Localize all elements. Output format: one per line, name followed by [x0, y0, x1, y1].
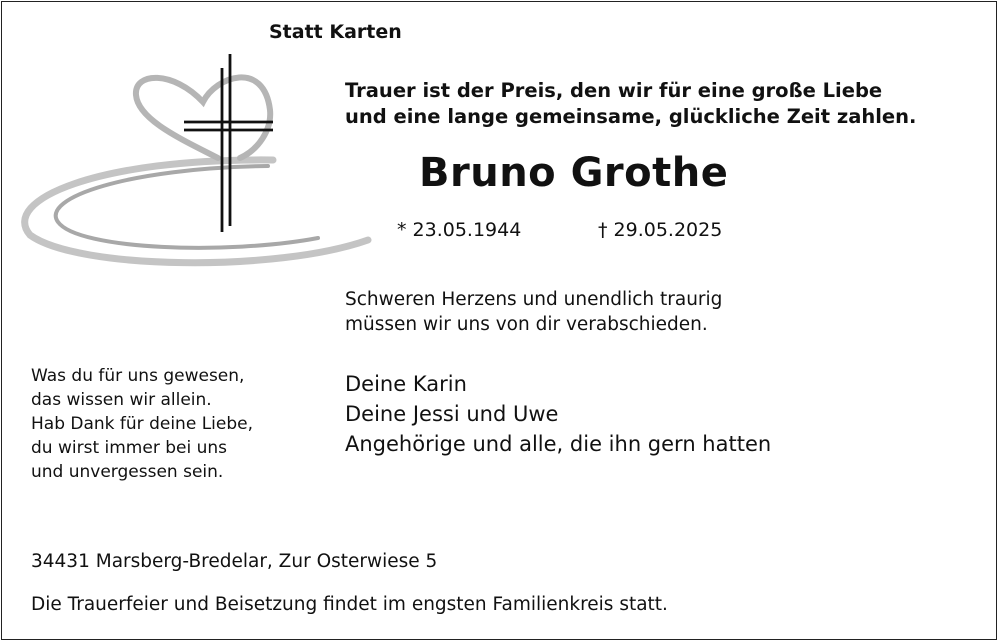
- poem-line: das wissen wir allein.: [31, 390, 212, 410]
- deceased-name: Bruno Grothe: [419, 150, 729, 196]
- address: 34431 Marsberg-Bredelar, Zur Osterwiese 5: [31, 551, 438, 572]
- heart-outline: [136, 77, 270, 158]
- funeral-note: Die Trauerfeier und Beisetzung findet im engsten Familienkreis statt.: [31, 594, 668, 615]
- poem-line: Was du für uns gewesen,: [31, 366, 245, 386]
- signer-line: Deine Jessi und Uwe: [345, 402, 559, 426]
- signers: [345, 369, 771, 459]
- header-statt-karten: Statt Karten: [269, 21, 402, 43]
- motto: [345, 78, 916, 130]
- poem-line: und unvergessen sein.: [31, 462, 224, 482]
- death-date: † 29.05.2025: [598, 219, 723, 241]
- sorrow-line: Schweren Herzens und unendlich traurig: [345, 289, 723, 310]
- poem: [31, 364, 253, 484]
- sorrow-text: [345, 287, 722, 337]
- poem-line: du wirst immer bei uns: [31, 438, 227, 458]
- motto-line: und eine lange gemeinsame, glückliche Zeit zahlen.: [345, 105, 917, 128]
- birth-date: * 23.05.1944: [397, 219, 522, 241]
- heart-cross-icon: [18, 50, 378, 270]
- motto-line: Trauer ist der Preis, den wir für eine große Liebe: [345, 79, 883, 102]
- sorrow-line: müssen wir uns von dir verabschieden.: [345, 314, 708, 335]
- poem-line: Hab Dank für deine Liebe,: [31, 414, 253, 434]
- signer-line: Deine Karin: [345, 372, 467, 396]
- signer-line: Angehörige und alle, die ihn gern hatten: [345, 432, 772, 456]
